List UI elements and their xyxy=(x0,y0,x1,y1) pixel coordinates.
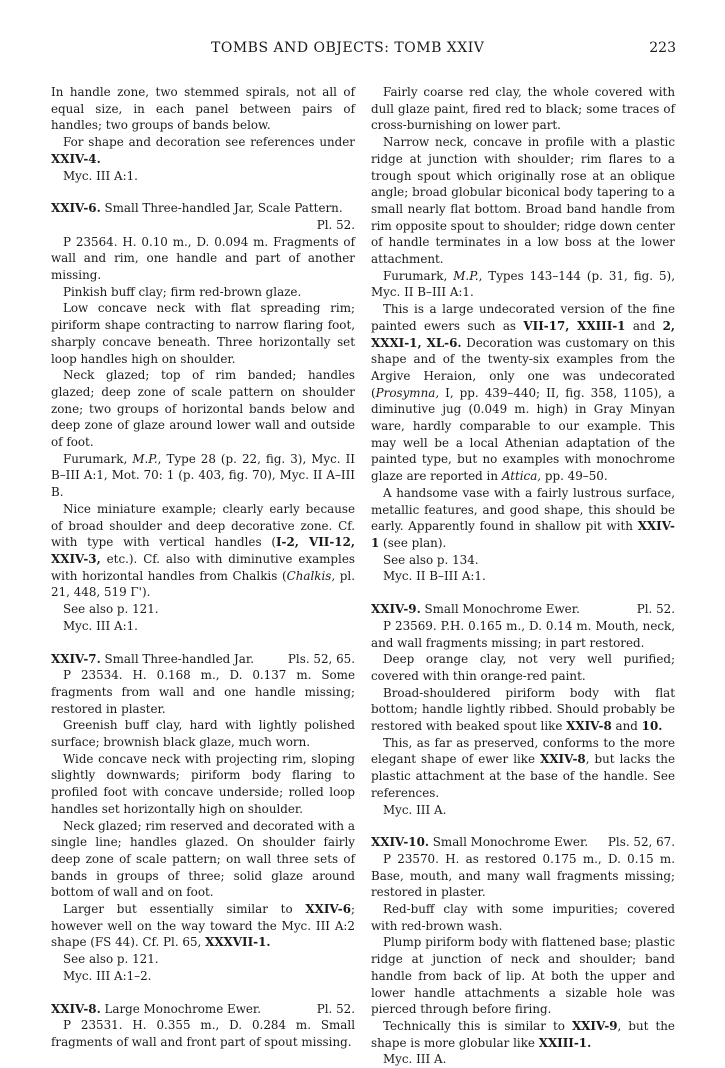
entry-see-also: See also p. 121. xyxy=(63,952,159,967)
entry-shape: Broad-shouldered piriform body with flat bottom; handle lightly ribbed. Should probably be restored with beaked spout like XXIV-8 and 10. xyxy=(371,685,675,734)
catalog-entry-xxiv-6 xyxy=(51,200,355,634)
entry-commentary-2: A handsome vase with a fairly lustrous surface, metallic features, and good shape, this should be early. Apparently found in shallow pit with XXIV-1 (see plan). xyxy=(371,485,675,550)
entry-commentary: Nice miniature example; clearly early because of broad shoulder and deep decorative zone. Cf. with type with vertical handles (I-2, VII-12, XXIV-3, etc.). Cf. also with diminutive examples with horizontal handles from Chalkis (Chalkis, pl. 21, 448, 519 Γ'). xyxy=(51,501,356,600)
entry-plates: Pls. 52, 65. xyxy=(287,651,355,666)
entry-plates: Pl. 52. xyxy=(316,217,355,232)
entry-period: Myc. III A:1. xyxy=(63,618,138,633)
entry-clay: Fairly coarse red clay, the whole covered with dull glaze paint, fired red to black; some traces of cross-burnishing on lower part. xyxy=(371,85,675,133)
entry-number: XXIV-6. xyxy=(51,201,101,216)
entry-decoration: Neck glazed; rim reserved and decorated with a single line; handles glazed. On shoulder fairly deep zone of scale pattern; on wall three sets of bands in groups of three; solid glaze around bottom of wall and on foot. xyxy=(51,818,355,900)
intro-period: Myc. III A:1. xyxy=(63,168,138,183)
left-column xyxy=(51,84,355,1051)
entry-period: Myc. III A. xyxy=(383,802,447,817)
entry-heading xyxy=(51,651,355,668)
running-head xyxy=(51,40,676,62)
catalog-entry-xxiv-8 xyxy=(51,1001,355,1051)
entry-commentary: Technically this is similar to XXIV-9, but the shape is more globular like XXIII-1. xyxy=(371,1018,675,1050)
entry-heading xyxy=(371,834,675,851)
entry-shape: Low concave neck with flat spreading rim; piriform shape contracting to narrow flaring foot, sharply concave beneath. Three horizontally set loop handles high on shoulder. xyxy=(51,301,355,366)
entry-commentary: Larger but essentially similar to XXIV-6; however well on the way toward the Myc. III A:2 shape (FS 44). Cf. Pl. 65, XXXVII-1. xyxy=(51,902,355,950)
entry-clay: Greenish buff clay, hard with lightly polished surface; brownish black glaze, much worn. xyxy=(51,718,355,750)
catalog-entry-xxiv-7 xyxy=(51,651,355,985)
entry-see-also: See also p. 121. xyxy=(63,602,159,617)
entry-description: P 23564. H. 0.10 m., D. 0.094 m. Fragments of wall and rim, one handle and part of another missing. xyxy=(51,234,355,283)
entry-number: XXIV-10. xyxy=(371,835,429,850)
entry-period: Myc. II B–III A:1. xyxy=(383,569,486,584)
catalog-ref: XXIV-4. xyxy=(51,151,101,166)
entry-description: P 23569. P.H. 0.165 m., D. 0.14 m. Mouth, neck, and wall fragments missing; in part restored. xyxy=(371,618,675,650)
entry-number: XXIV-9. xyxy=(371,602,421,617)
entry-clay: Red-buff clay with some impurities; covered with red-brown wash. xyxy=(371,902,675,933)
entry-references: Furumark, M.P., Types 143–144 (p. 31, fig. 5), Myc. II B–III A:1. xyxy=(371,268,675,300)
entry-decoration: Neck glazed; top of rim banded; handles glazed; deep zone of scale pattern on shoulder zone; two groups of horizontal bands below and deep zone of glaze around lower wall and outside of foot. xyxy=(51,368,355,450)
right-column xyxy=(371,84,675,1068)
catalog-entry-xxiv-8-continued xyxy=(371,84,675,585)
entry-plates: Pl. 52. xyxy=(316,1001,355,1016)
entry-commentary: This, as far as preserved, conforms to the more elegant shape of ewer like XXIV-8, but lacks the plastic attachment at the base of the handle. See references. xyxy=(371,735,675,800)
entry-clay: Deep orange clay, not very well purified; covered with thin orange-red paint. xyxy=(371,652,675,683)
entry-period: Myc. III A. xyxy=(383,1052,447,1067)
entry-heading xyxy=(51,1001,355,1018)
running-title: TOMBS AND OBJECTS: TOMB XXIV xyxy=(211,40,485,56)
entry-shape: Plump piriform body with flattened base; plastic ridge at junction of neck and shoulder; band handle from back of lip. At both the upper and lower handle attachments a sizable hole was pierced through before firing. xyxy=(371,935,675,1017)
entry-heading xyxy=(51,200,355,217)
entry-title: Large Monochrome Ewer. xyxy=(100,1001,262,1016)
entry-references: Furumark, M.P., Type 28 (p. 22, fig. 3), Myc. II B–III A:1, Mot. 70: 1 (p. 403, fig. 70), Myc. II A–III B. xyxy=(51,451,355,500)
entry-shape: Narrow neck, concave in profile with a plastic ridge at junction with shoulder; rim flares to a trough spout which originally rose at an oblique angle; broad globular biconical body tapering to a small nearly flat bottom. Broad band handle from rim opposite spout to shoulder; ridge down center of handle terminates in a low boss at the lower attachment. xyxy=(371,135,675,267)
entry-heading xyxy=(371,601,675,618)
entry-plates: Pl. 52. xyxy=(636,602,675,617)
entry-period: Myc. III A:1–2. xyxy=(63,968,152,983)
page-number: 223 xyxy=(649,40,676,56)
entry-title: Small Monochrome Ewer. xyxy=(429,835,589,850)
entry-title: Small Three-handled Jar, Scale Pattern. xyxy=(100,201,343,216)
entry-number: XXIV-7. xyxy=(51,651,101,666)
entry-shape: Wide concave neck with projecting rim, sloping slightly downwards; piriform body flaring to profiled foot with concave underside; rolled loop handles set horizontally high on shoulder. xyxy=(51,751,355,816)
entry-clay: Pinkish buff clay; firm red-brown glaze. xyxy=(63,284,302,299)
entry-description: P 23531. H. 0.355 m., D. 0.284 m. Small fragments of wall and front part of spout missing. xyxy=(51,1018,355,1049)
entry-title: Small Monochrome Ewer. xyxy=(420,602,580,617)
intro-paragraph: In handle zone, two stemmed spirals, not all of equal size, in each panel between pairs of handles; two groups of bands below. xyxy=(51,85,355,133)
entry-commentary: This is a large undecorated version of the fine painted ewers such as VII-17, XXIII-1 and 2, XXXI-1, XL-6. Decoration was customary on this shape and of the twenty-six examples from the Argive Heraion, only one was undecorated (Prosymna, I, pp. 439–440; II, fig. 358, 1105), a diminutive jug (0.049 m. high) in Gray Minyan ware, hardly comparable to our example. This may well be a local Athenian adaptation of the painted type, but no examples with monochrome glaze are reported in Attica, pp. 49–50. xyxy=(371,302,676,484)
intro-reference: For shape and decoration see references under XXIV-4. xyxy=(51,135,355,166)
entry-plates: Pls. 52, 67. xyxy=(607,835,675,850)
entry-number: XXIV-8. xyxy=(51,1001,101,1016)
entry-see-also: See also p. 134. xyxy=(383,552,479,567)
catalog-entry-xxiv-10 xyxy=(371,834,675,1068)
entry-description: P 23570. H. as restored 0.175 m., D. 0.15 m. Base, mouth, and many wall fragments missing; restored in plaster. xyxy=(371,851,675,900)
catalog-entry-xxiv-9 xyxy=(371,601,675,818)
entry-title: Small Three-handled Jar. xyxy=(100,651,255,666)
entry-description: P 23534. H. 0.168 m., D. 0.137 m. Some fragments from wall and one handle missing; restored in plaster. xyxy=(51,668,355,716)
